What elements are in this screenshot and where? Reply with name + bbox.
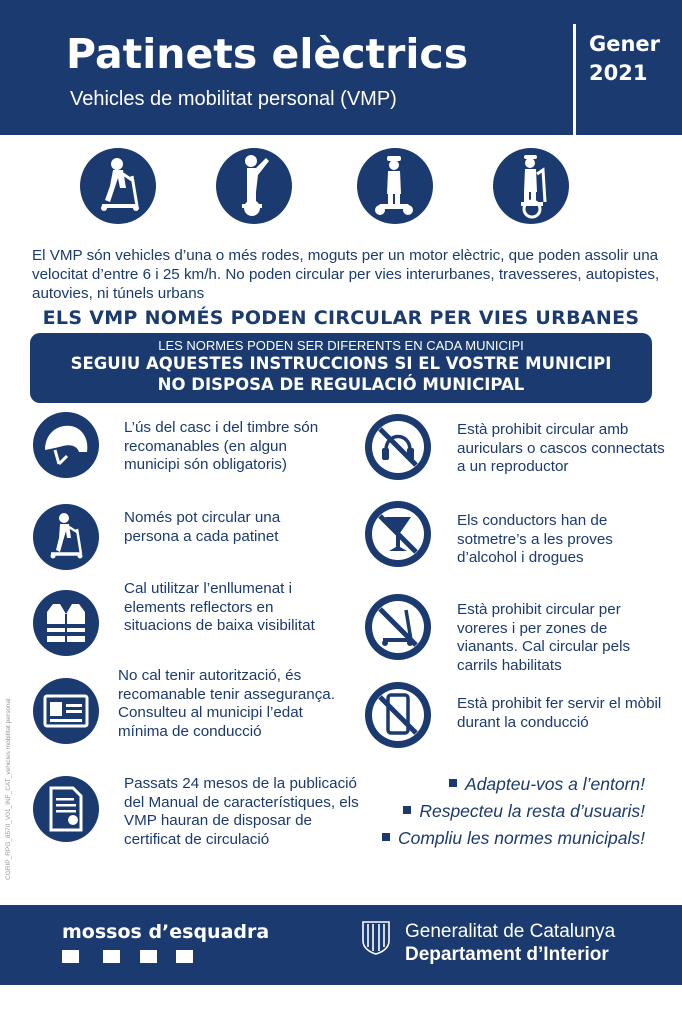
id-card-icon bbox=[33, 678, 99, 744]
no-sidewalk-scooter-icon bbox=[361, 590, 435, 664]
notice-line-2: NO DISPOSA DE REGULACIÓ MUNICIPAL bbox=[157, 375, 525, 394]
header-divider bbox=[573, 24, 576, 135]
mossos-logo-text: mossos d’esquadra bbox=[62, 921, 270, 943]
reflective-vest-icon bbox=[33, 590, 99, 656]
mossos-logo-square bbox=[103, 950, 120, 963]
segway-rider-icon bbox=[493, 148, 569, 224]
certificate-icon bbox=[33, 776, 99, 842]
mossos-logo-square bbox=[62, 950, 79, 963]
slogan-item: Compliu les normes municipals! bbox=[382, 828, 645, 849]
monowheel-rider-icon bbox=[216, 148, 292, 224]
footer-bar bbox=[0, 905, 682, 985]
header-bar bbox=[0, 0, 682, 135]
date-year: 2021 bbox=[589, 61, 648, 85]
no-phone-icon bbox=[361, 678, 435, 752]
notice-line-1: SEGUIU AQUESTES INSTRUCCIONS SI EL VOSTRE MUNICIPI bbox=[70, 354, 612, 373]
hoverboard-rider-icon bbox=[357, 148, 433, 224]
rule-helmet-text: L’ús del casc i del timbre són recomanables (en algun municipi són obligatoris) bbox=[124, 419, 319, 473]
kick-scooter-rider-icon bbox=[80, 148, 156, 224]
slogan-item: Adapteu-vos a l’entorn! bbox=[449, 774, 645, 795]
document-code: CGRIP_RPG_8570_V01_INF_CAT_vehicles mobilitat personal bbox=[5, 698, 12, 880]
mossos-logo-square bbox=[176, 950, 193, 963]
single-rider-icon bbox=[33, 504, 99, 570]
rule-headphones-text: Està prohibit circular amb auriculars o cascos connectats a un reproductor bbox=[457, 421, 665, 475]
rule-sidewalk-text: Està prohibit circular per voreres i per zones de vianants. Cal circular pels carrils habilitats bbox=[457, 601, 631, 674]
slogan-item: Respecteu la resta d’usuaris! bbox=[403, 801, 645, 822]
rule-alcohol-text: Els conductors han de sotmetre’s a les proves d’alcohol i drogues bbox=[457, 512, 613, 566]
publication-date bbox=[589, 30, 660, 88]
department-name: Departament d’Interior bbox=[405, 944, 609, 965]
intro-text: El VMP són vehicles d’una o més rodes, moguts per un motor elèctric, que poden assolir una velocitat d’entre 6 i 25 km/h. No poden circular per vies interurbanes, travesseres, autopistes, autovies, ni túnels urbans bbox=[32, 247, 660, 302]
page-subtitle: Vehicles de mobilitat personal (VMP) bbox=[70, 88, 397, 110]
rule-phone-text: Està prohibit fer servir el mòbil durant la conducció bbox=[457, 695, 662, 731]
urban-roads-banner: ELS VMP NOMÉS PODEN CIRCULAR PER VIES URBANES bbox=[42, 307, 640, 329]
rule-single-rider-text: Només pot circular una persona a cada patinet bbox=[124, 509, 281, 545]
rule-lighting-text: Cal utilitzar l’enllumenat i elements reflectors en situacions de baixa visibilitat bbox=[124, 580, 315, 634]
generalitat-name: Generalitat de Catalunya bbox=[405, 921, 616, 942]
helmet-icon bbox=[33, 412, 99, 478]
no-headphones-icon bbox=[361, 410, 435, 484]
mossos-logo-square bbox=[140, 950, 157, 963]
bullet-icon bbox=[403, 806, 411, 814]
date-month: Gener bbox=[589, 32, 661, 56]
rule-insurance-text: No cal tenir autorització, és recomanable tenir assegurança. Consulteu al municipi l’edat mínima de conducció bbox=[118, 667, 335, 740]
generalitat-logo-icon bbox=[360, 919, 392, 955]
no-alcohol-icon bbox=[361, 497, 435, 571]
bullet-icon bbox=[449, 779, 457, 787]
page-title: Patinets elèctrics bbox=[66, 30, 469, 78]
rule-certificate-text: Passats 24 mesos de la publicació del Manual de característiques, els VMP hauran de disposar de certificat de circulació bbox=[124, 775, 359, 848]
municipal-notice-box bbox=[30, 333, 652, 403]
notice-small-text: LES NORMES PODEN SER DIFERENTS EN CADA MUNICIPI bbox=[158, 338, 524, 353]
bullet-icon bbox=[382, 833, 390, 841]
